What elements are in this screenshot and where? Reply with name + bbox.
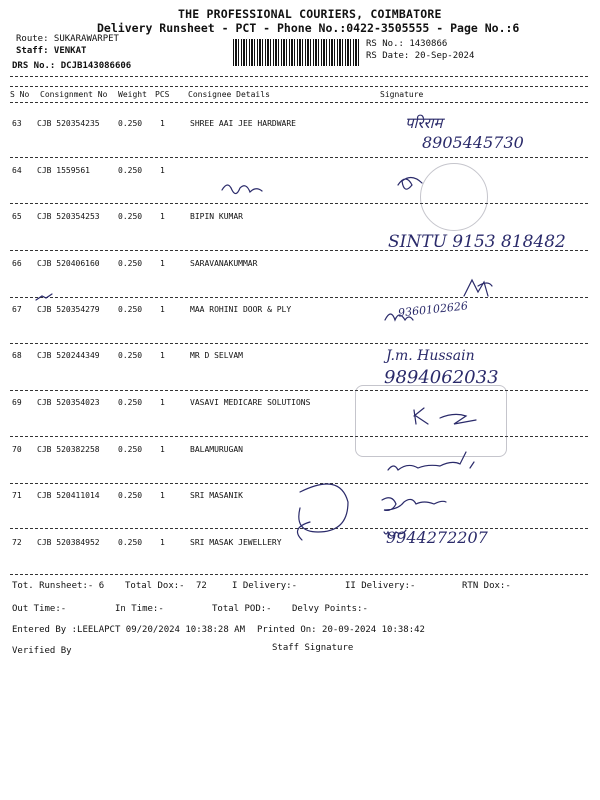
row-sno: 67 bbox=[12, 305, 22, 314]
row-consignment: CJB 520406160 bbox=[37, 259, 100, 268]
row-sno: 66 bbox=[12, 259, 22, 268]
row-consignee: BIPIN KUMAR bbox=[190, 212, 243, 221]
row-sno: 64 bbox=[12, 166, 22, 175]
row-pcs: 1 bbox=[160, 445, 165, 454]
row-sno: 63 bbox=[12, 119, 22, 128]
row-consignee: MAA ROHINI DOOR & PLY bbox=[190, 305, 292, 314]
row-pcs: 1 bbox=[160, 398, 165, 407]
row-pcs: 1 bbox=[160, 305, 165, 314]
signature: 9360102626 bbox=[397, 299, 469, 320]
row-weight: 0.250 bbox=[118, 119, 143, 128]
row-pcs: 1 bbox=[160, 166, 165, 175]
row-weight: 0.250 bbox=[118, 538, 143, 547]
row-pcs: 1 bbox=[160, 119, 165, 128]
row-consignment: CJB 520354235 bbox=[37, 119, 100, 128]
row-consignment: CJB 1559561 bbox=[37, 166, 90, 175]
row-sno: 70 bbox=[12, 445, 22, 454]
route-label: Route: SUKARAWARPET bbox=[16, 34, 119, 44]
row-consignment: CJB 520411014 bbox=[37, 491, 100, 500]
out-time: Out Time:- bbox=[12, 604, 67, 614]
row-consignee: VASAVI MEDICARE SOLUTIONS bbox=[190, 398, 311, 407]
col-consignment: Consignment No bbox=[40, 90, 108, 99]
row-weight: 0.250 bbox=[118, 305, 143, 314]
in-time: In Time:- bbox=[115, 604, 164, 614]
rs-number: RS No.: 1430866 bbox=[366, 39, 448, 49]
row-sno: 68 bbox=[12, 351, 22, 360]
row-pcs: 1 bbox=[160, 351, 165, 360]
signature: परिराम bbox=[405, 114, 443, 132]
staff-signature: Staff Signature bbox=[272, 643, 354, 653]
total-pod: Total POD:- bbox=[212, 604, 272, 614]
row-sno: 65 bbox=[12, 212, 22, 221]
row-consignment: CJB 520354279 bbox=[37, 305, 100, 314]
rs-date: RS Date: 20-Sep-2024 bbox=[366, 51, 475, 61]
row-pcs: 1 bbox=[160, 538, 165, 547]
row-consignee: MR D SELVAM bbox=[190, 351, 243, 360]
row-weight: 0.250 bbox=[118, 166, 143, 175]
total-dox-value: 72 bbox=[196, 581, 207, 591]
col-weight: Weight bbox=[118, 90, 147, 99]
printed-on: Printed On: 20-09-2024 10:38:42 bbox=[257, 625, 425, 635]
delvy-points: Delvy Points:- bbox=[292, 604, 368, 614]
row-consignee: SHREE AAI JEE HARDWARE bbox=[190, 119, 296, 128]
rtn-dox: RTN Dox:- bbox=[462, 581, 511, 591]
verified-by: Verified By bbox=[12, 646, 72, 656]
signature: 8905445730 bbox=[422, 133, 524, 152]
row-sno: 71 bbox=[12, 491, 22, 500]
signature: SINTU 9153 818482 bbox=[388, 232, 566, 252]
staff-label: Staff: VENKAT bbox=[16, 46, 87, 56]
tot-runsheet: Tot. Runsheet:- 6 bbox=[12, 581, 105, 591]
signature: 9894062033 bbox=[384, 367, 499, 388]
row-weight: 0.250 bbox=[118, 351, 143, 360]
row-pcs: 1 bbox=[160, 259, 165, 268]
col-signature: Signature bbox=[380, 90, 424, 99]
i-delivery: I Delivery:- bbox=[232, 581, 298, 591]
row-consignment: CJB 520382258 bbox=[37, 445, 100, 454]
row-weight: 0.250 bbox=[118, 398, 143, 407]
col-sno: S No bbox=[10, 90, 30, 99]
company-title: THE PROFESSIONAL COURIERS, COIMBATORE bbox=[178, 7, 442, 21]
row-consignment: CJB 520384952 bbox=[37, 538, 100, 547]
row-pcs: 1 bbox=[160, 212, 165, 221]
row-consignee: SRI MASANIK bbox=[190, 491, 243, 500]
row-sno: 69 bbox=[12, 398, 22, 407]
signature: 9944272207 bbox=[386, 528, 488, 547]
ii-delivery: II Delivery:- bbox=[345, 581, 416, 591]
row-consignment: CJB 520244349 bbox=[37, 351, 100, 360]
row-consignee: SRI MASAK JEWELLERY bbox=[190, 538, 282, 547]
col-pcs: PCS bbox=[155, 90, 170, 99]
signature: J.m. Hussain bbox=[386, 348, 475, 364]
row-weight: 0.250 bbox=[118, 212, 143, 221]
row-consignment: CJB 520354023 bbox=[37, 398, 100, 407]
row-consignee: BALAMURUGAN bbox=[190, 445, 243, 454]
row-weight: 0.250 bbox=[118, 491, 143, 500]
row-sno: 72 bbox=[12, 538, 22, 547]
total-dox-label: Total Dox:- bbox=[125, 581, 185, 591]
row-pcs: 1 bbox=[160, 491, 165, 500]
row-consignment: CJB 520354253 bbox=[37, 212, 100, 221]
entered-by: Entered By :LEELAPCT 09/20/2024 10:38:28 AM bbox=[12, 625, 245, 635]
row-consignee: SARAVANAKUMMAR bbox=[190, 259, 258, 268]
row-weight: 0.250 bbox=[118, 259, 143, 268]
col-consignee: Consignee Details bbox=[188, 90, 270, 99]
row-weight: 0.250 bbox=[118, 445, 143, 454]
drs-number: DRS No.: DCJB143086606 bbox=[12, 61, 132, 71]
runsheet-title: Delivery Runsheet - PCT - Phone No.:0422-3505555 - Page No.:6 bbox=[97, 21, 520, 35]
